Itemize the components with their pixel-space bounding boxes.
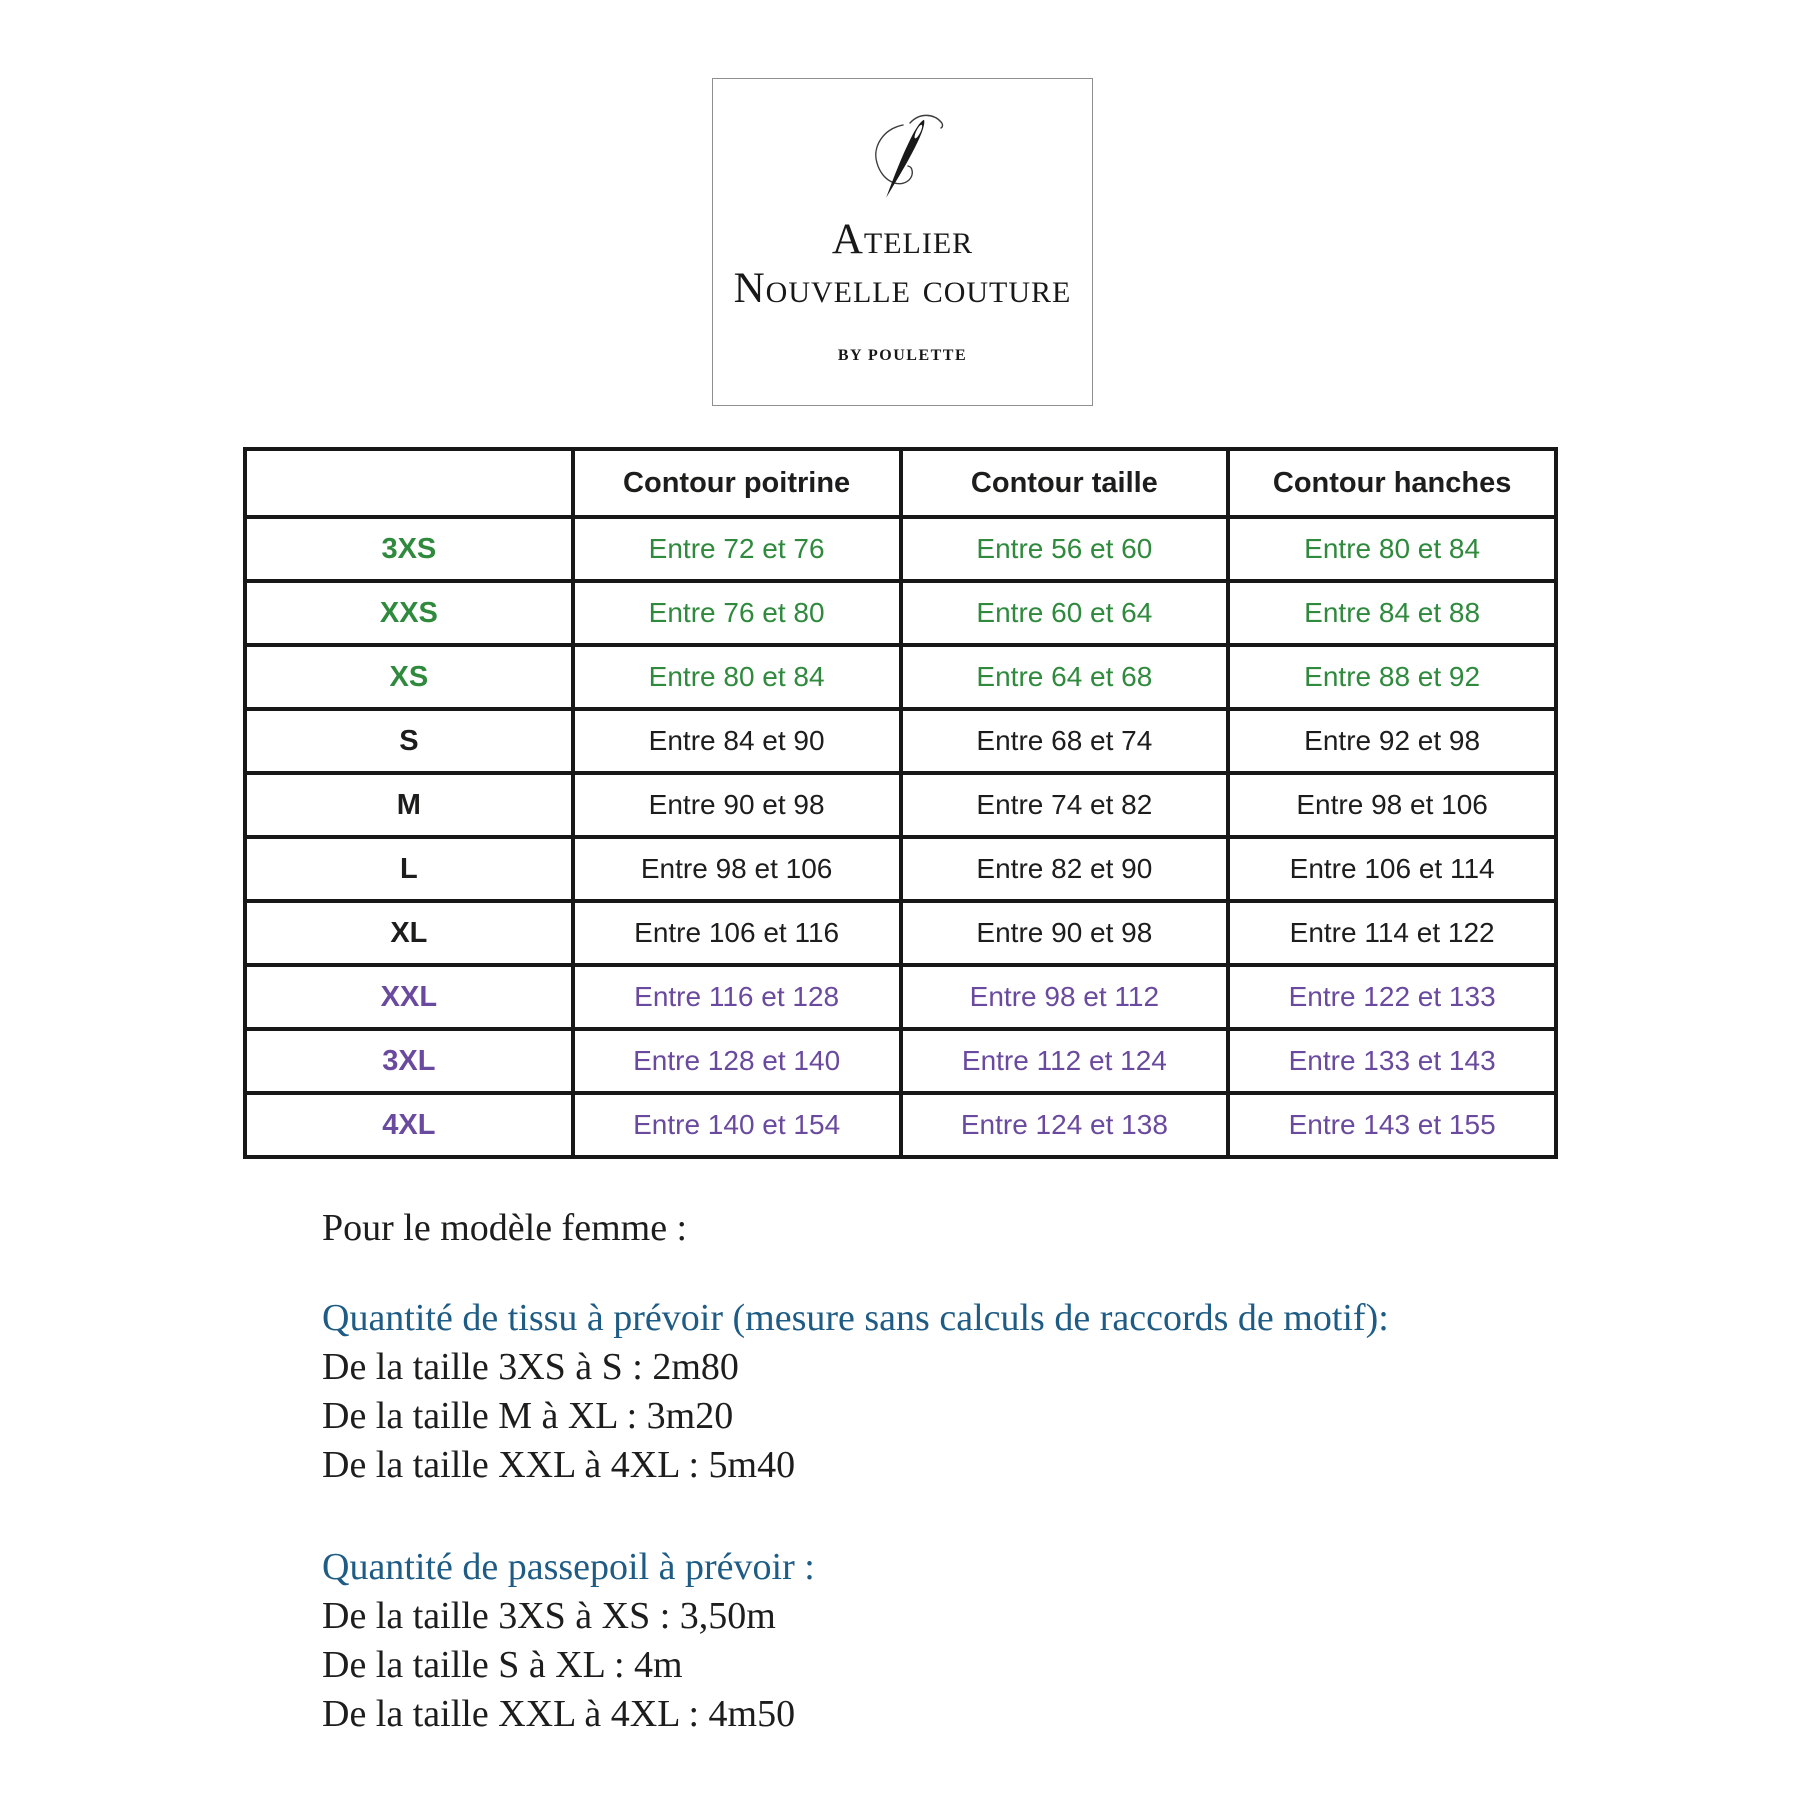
poitrine-cell: Entre 98 et 106	[573, 837, 901, 901]
brand-name-line2: Nouvelle couture	[733, 265, 1072, 312]
size-label-cell: XXL	[245, 965, 573, 1029]
intro-line: Pour le modèle femme :	[322, 1207, 688, 1249]
taille-cell: Entre 98 et 112	[901, 965, 1229, 1029]
table-row	[245, 773, 1556, 837]
taille-cell: Entre 60 et 64	[901, 581, 1229, 645]
fabric-quantity-line: De la taille XXL à 4XL : 5m40	[322, 1444, 796, 1486]
size-label-cell: L	[245, 837, 573, 901]
header-size-column	[245, 449, 573, 517]
poitrine-cell: Entre 90 et 98	[573, 773, 901, 837]
hanches-cell: Entre 106 et 114	[1228, 837, 1556, 901]
poitrine-cell: Entre 76 et 80	[573, 581, 901, 645]
poitrine-cell: Entre 72 et 76	[573, 517, 901, 581]
hanches-cell: Entre 122 et 133	[1228, 965, 1556, 1029]
taille-cell: Entre 82 et 90	[901, 837, 1229, 901]
size-label-cell: XXS	[245, 581, 573, 645]
brand-byline: BY POULETTE	[837, 347, 968, 364]
hanches-cell: Entre 114 et 122	[1228, 901, 1556, 965]
piping-quantity-section	[322, 1543, 815, 1739]
poitrine-cell: Entre 116 et 128	[573, 965, 901, 1029]
size-table	[243, 447, 1558, 1159]
header-row	[245, 449, 1556, 517]
size-label-cell: 3XL	[245, 1029, 573, 1093]
size-label-cell: M	[245, 773, 573, 837]
size-table-body	[245, 517, 1556, 1157]
hanches-cell: Entre 88 et 92	[1228, 645, 1556, 709]
piping-quantity-line: De la taille 3XS à XS : 3,50m	[322, 1595, 776, 1637]
header-contour-taille: Contour taille	[901, 449, 1229, 517]
table-row	[245, 965, 1556, 1029]
poitrine-cell: Entre 140 et 154	[573, 1093, 901, 1157]
size-label-cell: XS	[245, 645, 573, 709]
poitrine-cell: Entre 128 et 140	[573, 1029, 901, 1093]
header-contour-hanches: Contour hanches	[1228, 449, 1556, 517]
table-row	[245, 837, 1556, 901]
taille-cell: Entre 64 et 68	[901, 645, 1229, 709]
needle-and-thread-icon	[847, 109, 959, 209]
header-contour-poitrine: Contour poitrine	[573, 449, 901, 517]
table-row	[245, 581, 1556, 645]
taille-cell: Entre 68 et 74	[901, 709, 1229, 773]
hanches-cell: Entre 143 et 155	[1228, 1093, 1556, 1157]
size-label-cell: XL	[245, 901, 573, 965]
fabric-quantity-heading: Quantité de tissu à prévoir (mesure sans calculs de raccords de motif):	[322, 1297, 1389, 1339]
piping-quantity-line: De la taille XXL à 4XL : 4m50	[322, 1693, 796, 1735]
hanches-cell: Entre 92 et 98	[1228, 709, 1556, 773]
poitrine-cell: Entre 106 et 116	[573, 901, 901, 965]
brand-name-line1: Atelier	[831, 216, 974, 263]
fabric-quantity-section	[322, 1294, 1389, 1490]
brand-logo-box	[712, 78, 1093, 406]
taille-cell: Entre 124 et 138	[901, 1093, 1229, 1157]
hanches-cell: Entre 80 et 84	[1228, 517, 1556, 581]
taille-cell: Entre 74 et 82	[901, 773, 1229, 837]
poitrine-cell: Entre 84 et 90	[573, 709, 901, 773]
table-row	[245, 517, 1556, 581]
size-label-cell: 4XL	[245, 1093, 573, 1157]
hanches-cell: Entre 84 et 88	[1228, 581, 1556, 645]
notes-intro	[322, 1204, 687, 1253]
fabric-quantity-line: De la taille M à XL : 3m20	[322, 1395, 734, 1437]
table-row	[245, 901, 1556, 965]
size-label-cell: 3XS	[245, 517, 573, 581]
taille-cell: Entre 90 et 98	[901, 901, 1229, 965]
table-row	[245, 645, 1556, 709]
table-row	[245, 1093, 1556, 1157]
piping-quantity-heading: Quantité de passepoil à prévoir :	[322, 1546, 815, 1588]
table-row	[245, 709, 1556, 773]
piping-quantity-line: De la taille S à XL : 4m	[322, 1644, 683, 1686]
taille-cell: Entre 56 et 60	[901, 517, 1229, 581]
fabric-quantity-line: De la taille 3XS à S : 2m80	[322, 1346, 739, 1388]
table-row	[245, 1029, 1556, 1093]
poitrine-cell: Entre 80 et 84	[573, 645, 901, 709]
size-label-cell: S	[245, 709, 573, 773]
hanches-cell: Entre 133 et 143	[1228, 1029, 1556, 1093]
taille-cell: Entre 112 et 124	[901, 1029, 1229, 1093]
hanches-cell: Entre 98 et 106	[1228, 773, 1556, 837]
